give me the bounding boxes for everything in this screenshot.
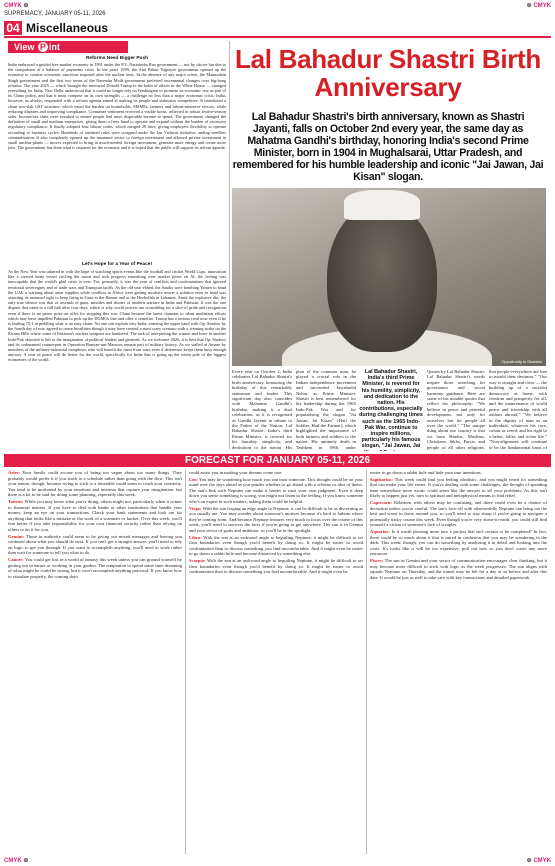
registration-mark-bottom-left: CMYK ⊕ — [4, 858, 29, 864]
column-divider — [229, 41, 230, 449]
forecast-entry: Virgo: With the sun forging an edgy angle to Neptune, it can be difficult to be as discerning as you usually are. You may wonder about someone's motives because it's hard to fathom where they're coming from. And because Neptune features very much in focus over the course of this week, you'll need to uncover the facts if you're going to get anywhere. The sun is in Gemini and your sector of goals and ambition, so you'll be in the spotlight. — [189, 505, 363, 533]
forecast-entry: Taurus: While you may know what you're doing, others might not, particularly when it comes to financial matters. If you have to deal with banks or other institutions that handle your money, keep an eye on your transactions. Check your bank statements and look out for anything that looks like a mistake or the work of a scammer or hacker. Over this week, you'll fare better if you take responsibility for your own financial security rather than relying on others to do it for you. — [8, 498, 182, 532]
forecast-entry: Sagittarius: This week could find you feeling idealistic, and you might yearn for something that can make your life easier. If you're dealing with some challenges, the thought of spending time somewhere more exotic could seem like the answer to all your problems. As this isn't likely to happen just yet, turn to spiritual and metaphysical means to find relief. — [370, 476, 547, 499]
forecast-entry: Aquarius: Is it worth plowing more into a project that isn't certain to be completed? In fact, there could be so much about it that is mired in confusion that you may be wandering in the dark. This week, though, you can do something by analyzing it in detail and looking into the costs. It's looks like it will be too expensive, pull out now so you don't waste any more resources. — [370, 528, 547, 557]
viewpoint-banner — [8, 41, 128, 53]
article-title: Lal Bahadur Shastri Birth Anniversary — [235, 44, 541, 102]
forecast-entry: could assist you in making your dreams come true. — [189, 470, 283, 475]
viewpoint-label-a: View — [14, 42, 35, 52]
viewpoint-paragraph-1: India embraced a guided free market economy in 1991 under the P.V. Narasimha Rao government — not by choice but due to the compulsion of a balance of payments crisis. In the years 1999, the Atal Bihari Vajpayee government opened up the economy to counter economic sanctions imposed after the nuclear tests. In the absence of any major crises, the Manmohan Singh government and the first two terms of the Narendra Modi government preferred incremental changes over big-bang reforms. The year 2025 — which brought the mercurial Donald Trump to the helm of affairs in the White House — changed everything for India. New Delhi understood that it could no longer rely on Washington to promote its economic rise as part of its China policy, and that it must compete on its own strengths — a challenge no less than a major economic crisis. India, however, as always, responded with a reform agenda aimed at making its people and industries competitive. It introduced a clean two-slab GST structure, which eased the burden on households, MSMEs, farmers and labour-intensive sectors, while reducing disputes and improving compliance. Consumer sentiment received a visible boost, reflected in robust festive-season sales. Income-tax slabs were tweaked to ensure people had more disposable income to spend. The government changed the definition of small and medium enterprises, giving them a freer hand to operate and expand without the burden of excessive regulatory compliance. It finally adopted four labour codes, which merged 29 laws, giving employers flexibility to operate according to business cycles. Hundreds of outdated rules were scrapped under the Jan Vishwas initiative, ending needless criminalisation. It also completely opened up the insurance sector to foreign investment and allowed private investment in small nuclear plants — moves expected to bring in much-needed foreign investment, generate more energy and create more jobs. The government has done what is required for the economy and it is hoped that the public will support its reform agenda. — [8, 62, 226, 151]
forecast-column-1 — [8, 470, 182, 854]
photo-cap — [344, 190, 420, 220]
forecast-divider-1 — [185, 470, 186, 854]
article-pullquote: Lal Bahadur Shastri, India's third Prime Minister, is revered for his humility, simplicity, and dedication to the nation. His contributions, especially during challenging times such as the 1965 Indo-Pak War, continue to inspire millions, particularly his famous slogan, "Jai Jawan, Jai — [359, 369, 423, 450]
forecast-column-2 — [189, 470, 363, 854]
registration-mark-top-right: ⊕ CMYK — [526, 3, 551, 9]
viewpoint-heading-1: Reforms Need Bigger Push — [85, 56, 149, 61]
forecast-column-3 — [370, 470, 547, 854]
forecast-entry: Pisces: The sun in Gemini and your sector of communication encourages clear thinking, but it may become more difficult to stick with logic as the week progresses. The sun aligns with aquatic Neptune on Thursday, and the transit may be felt for a day or so before and after this date. It would be just as well to take care with key transactions and detailed paperwork. — [370, 557, 547, 580]
article-column-4: Quotes by Lal Bahadur Shastri: Lal Bahadur Shastri's words inspire those searching for governance and social harmony guidance. Here are some of his notable quotes that reflect his philosophy: "We believe in peace and peaceful development, not only for ourselves but for people all over the world." "The unique thing about our country is that we have Hindus, Muslims, Christians, Sikhs, Parsis, and people of all other religions. — [427, 369, 485, 450]
viewpoint-label-p: P — [39, 42, 46, 52]
viewpoint-label-b: int — [48, 42, 60, 52]
article-column-1: Every year on October 2, India celebrates Lal Bahadur Shastri's birth anniversary, honouring the birthday of this remarkably statesman and leader. This significant day also coincides with Mahatma Gandhi's birthday, making it a dual celebration, as it is recognised as Gandhi Jayanti in tribute to the Father of the Nation. Lal Bahadur Shastri, India's third Prime Minister, is revered for his humility, simplicity, and dedication to the nation. His — [232, 369, 292, 450]
forecast-entry: Libra: With the sun at an awkward angle to beguiling Neptune, it might be difficult to set firm boundaries even though you'd benefit by doing so. It might be easier to avoid confrontation than to discuss something you find uncomfortable. And it might even be easier to go down a rabbit hole and become distracted by something else. — [189, 534, 363, 557]
article-column-2: pion of the common man, he played a crucial role in the Indian independence movement and succeeded Jawaharlal Nehru as Prime Minister. Shastri is best remembered for his leadership during the 1965 Indo-Pak War and for popularising the slogan "Jai Jawan, Jai Kisan" (Hail the Soldier, Hail the Farmer), which highlighted the importance of both farmers and soldiers to the nation. His untimely death in Tashkent in 1966, under — [296, 369, 356, 450]
header-strip: SUPREMACY, JANUARY 05-11, 2026 — [4, 11, 106, 17]
shastri-portrait-photo — [232, 188, 546, 366]
registration-mark-top-left: CMYK ⊕ — [4, 3, 29, 9]
article-deck: Lal Bahadur Shastri's birth anniversary, known as Shastri Jayanti, falls on October 2nd every year, the same day as Mahatma Gandhi's birthday, honoring India's second Prime Minister, born in 1904 in Mughalsarai, Uttar Pradesh, and remembered for his humble leadership and iconic "Jai Jawan, Jai Kisan" slogan. — [232, 111, 544, 183]
article-column-5: that people everywhere are free to mould their destinies." "Our way is straight and clear — the building up of a socialist democracy at home, with freedom and prosperity for all, and the maintenance of world peace and friendship with all nations abroad." "We believe in the dignity of man as an individual, whatever his race, colour or creed, and his right to a better, fuller, and richer life." "Non-alignment will continue to be the fundamental basis of — [489, 369, 547, 450]
photo-face — [327, 202, 437, 352]
viewpoint-paragraph-2: As the New Year was ushered in with the hope of watching sports events like the football and cricket World Cups, innovation like a crewed lunar vessel circling the moon and tech progress smoothing over market jitters on AI, the feeling was inescapable that the world's glad crisis is over. For, primarily, it was the year of conflicts and confrontations that ignored territorial sovereignty and of trade wars and Trumpian tariffs. As the old year ebbed, the Saudis were bombing Yemen to hand the UAE a warning about arms supplies while conflicts in Africa were getting nowhere nearer a solution even as head was asserting its assumed right to keep firing in Gaza at the Hamas and at the Hezbollah in Lebanon. Amid the explosive din, the only true silence was that of arsenals of guns, missiles and drones of modern warfare in India and Pakistan. It was the one dispute that came to a full halt after four days, which is why world powers are scrambling for a slice of pride and recognition even if there is no peace prize on offer for stopping this war. China became the latest claimant to silent mediation efforts which may have impelled Pakistan to pick up the DGMOs line and offer a ceasefire. Trump has a serious rival now even if he is leading 75:1 in peddling what is an easy claim. No one can explain why India, entering the upper hand with Op. Sindoor by the fourth day of war, agreed to cease hostilities though it may have created a most scary scenario with a warning strike on the Kirana Hills where some of Pakistan's nuclear weapons are bunkered. The task of interpreting the winner and loser in another Indo-Pak skirmish is left to the imagination of political leaders and generals. As we welcome 2026, it is best that Op. Sindoor and its codenamed counterpart in Operation Bunyan-um-Marsoos remain part of military history. As we stalled at Amaze by members of the military-industrial complexes who will benefit the most from wars even if deterrence keeps them busy enough anyway. A year of peace will do better for the world, specifically for India that is going up the totem pole of the biggest economies of the world. — [8, 269, 226, 363]
viewpoint-heading-2: Let's Hope for a Year of Peace! — [81, 262, 153, 267]
forecast-entry: Cancer: You could get lost in a world of fantasy this week unless you can ground yourself by getting out in nature or working in your garden. The temptation to spend some time dreaming of what might be could be strong, but it won't accomplish anything practical. If you know how to visualize properly, the coming days — [8, 556, 182, 579]
forecast-title: FORECAST FOR JANUARY 05-11, 2026 — [4, 454, 551, 467]
registration-mark-bottom-right: ⊕ CMYK — [526, 858, 551, 864]
forecast-entry: Scorpio: With the sun at an awkward angle to beguiling Neptune, it might be difficult to set firm boundaries even though you'd benefit by doing so. It might be easier to avoid confrontation than to discuss something you find uncomfortable. And it might even be — [189, 557, 363, 575]
photo-credit: Opportunity in Disaster — [501, 359, 542, 364]
forecast-entry: Leo: You may be wondering how much you can trust someone. This thought could be on your mind over the days ahead as you ponder whether to go ahead with a scheme or idea of theirs. The sun's link with Neptune can make it harder to trust your own judgment. Even if deep down you sense something is wrong, you might not listen to the feeling. If you know someone who's an expert in such matters, asking them could be helpful. — [189, 476, 363, 504]
forecast-divider-2 — [366, 470, 367, 854]
header-rule — [4, 36, 551, 38]
forecast-entry: Gemini: Those in authority could seem to be giving out mixed messages and leaving you confused about what you should do next. If you can't get a straight answer, you'll need to rely on logic to get you through. If you want to accomplish anything, you'll need to work rather than wait for someone to tell you what to do. — [8, 533, 182, 556]
forecast-entry: easier to go down a rabbit hole and hide your true intentions. — [370, 470, 482, 475]
section-title: Miscellaneous — [26, 21, 109, 35]
page-number: 04 — [4, 21, 22, 35]
forecast-entry: Capricorn: Relations with others may be confusing, and there could even be a chance of deception unless you're careful. The sun's face-off with otherworldly Neptune can bring out the best and worst in those around you, so you'll need to stay sharp if you're going to navigate a potentially tricky course this week. Even though you're very down-to-earth, you could still find yourself a victim of someone's lack of scruples. — [370, 499, 547, 528]
forecast-entry: Aries: Your family could accuse you of being too vague about too many things. They probably would prefer it if you stuck to a schedule rather than going with the flow. This isn't your nature, though, because trying to stick to a timetable could seem to crush your creativity. You tend to be motivated by your emotions and interests that capture your imagination, but there is a lot to be said for doing some planning, especially this week. — [8, 470, 182, 498]
